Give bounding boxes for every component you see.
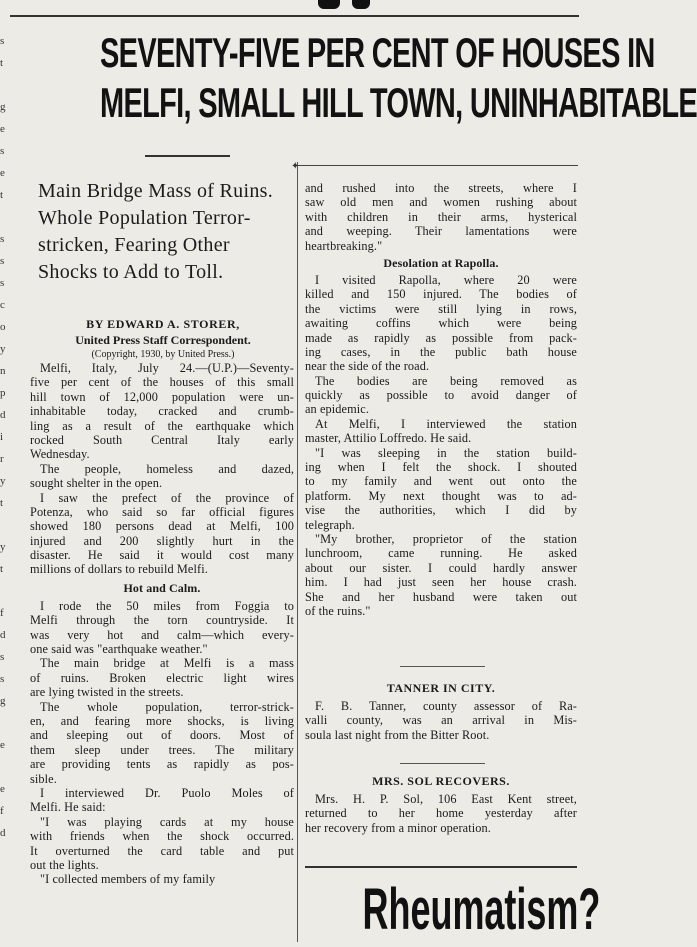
margin-letter: i — [0, 431, 4, 443]
text-line: ing cases, in the public bath house — [305, 344, 577, 359]
text-line: of ruins. Broken electric light wires — [30, 670, 294, 685]
right-column — [305, 181, 577, 618]
text-line: are lying twisted in the streets. — [30, 685, 184, 700]
byline-author: BY EDWARD A. STORER, — [86, 317, 240, 331]
text-line: valli county, was an arrival in Mis- — [305, 713, 577, 728]
text-line: the victims were still lying in rows, — [305, 301, 577, 316]
margin-letter: s — [0, 145, 5, 157]
text-line: "I was sleeping in the station build- — [315, 445, 577, 460]
divider-ornament: ✦ — [291, 161, 300, 172]
text-line: master, Attilio Loffredo. He said. — [305, 431, 472, 446]
deck-line: Whole Population Terror- — [38, 207, 251, 229]
text-line: en, and fearing more shocks, is living — [30, 713, 294, 728]
margin-letter: d — [0, 827, 6, 839]
text-line: about our sister. I could hardly answer — [305, 560, 577, 575]
paragraph — [305, 417, 577, 446]
text-line: It overturned the card table and put — [30, 843, 294, 858]
text-line: Mrs. H. P. Sol, 106 East Kent street, — [315, 792, 577, 806]
margin-letter: o — [0, 321, 6, 333]
text-line: was very hot and calm—which every- — [30, 627, 294, 642]
text-line: and sleeping out of doors. Most of — [30, 728, 294, 743]
text-line: sought shelter in the open. — [30, 476, 163, 491]
text-line: hill town of 12,000 population were un- — [30, 389, 294, 404]
text-line: telegraph. — [305, 517, 355, 532]
byline-title: United Press Staff Correspondent. — [75, 333, 251, 347]
top-rule — [10, 15, 579, 17]
text-line: are providing tents as rapidly as pos- — [30, 757, 294, 772]
byline — [30, 316, 296, 362]
text-line: made as rapidly as possible from pack- — [305, 330, 577, 345]
margin-letter — [0, 756, 10, 778]
margin-letter: g — [0, 695, 6, 707]
text-line: one said was "earthquake weather." — [30, 642, 208, 657]
text-line: injured and 200 slightly hurt in the — [30, 533, 294, 548]
ad-rule — [305, 866, 577, 868]
headline-divider — [145, 155, 230, 157]
text-line: Melfi, Italy, July 24.—(U.P.)—Seventy- — [40, 361, 294, 375]
brief-tanner — [305, 677, 577, 742]
paragraph — [30, 462, 294, 491]
text-line: with friends when the shock occurred. — [30, 829, 294, 844]
text-line: and weeping. Their lamentations were — [305, 224, 577, 239]
prior-article-fragment — [318, 0, 340, 9]
margin-letter: f — [0, 607, 4, 619]
brief-sol — [305, 770, 577, 835]
margin-letter: d — [0, 409, 6, 421]
text-line: an epidemic. — [305, 402, 370, 417]
text-line: millions of dollars to rebuild Melfi. — [30, 562, 208, 577]
margin-letter: r — [0, 453, 4, 465]
text-line: quickly as possible to avoid danger of — [305, 388, 577, 403]
margin-letter: f — [0, 805, 4, 817]
deck-line: Shocks to Add to Toll. — [38, 261, 224, 283]
paragraph — [30, 786, 294, 815]
left-margin-fragments — [0, 30, 10, 930]
brief-divider — [400, 763, 485, 764]
paragraph — [305, 374, 577, 417]
margin-letter: d — [0, 629, 6, 641]
margin-letter — [0, 580, 10, 602]
paragraph — [30, 700, 294, 786]
text-line: "I collected members of my family — [40, 872, 216, 887]
text-line: The main bridge at Melfi is a mass — [40, 656, 294, 671]
text-line: Potenza, who said so far official figures — [30, 504, 294, 519]
margin-letter — [0, 206, 10, 228]
text-line: I interviewed Dr. Puolo Moles of — [40, 785, 294, 800]
paragraph — [30, 599, 294, 657]
text-line: lunchroom, came running. He asked — [305, 546, 577, 561]
paragraph — [30, 815, 294, 873]
text-line: disaster. He said it would cost many — [30, 548, 294, 563]
text-line: saw old men and women rushing about — [305, 195, 577, 210]
text-line: soula last night from the Bitter Root. — [305, 727, 490, 742]
margin-letter: s — [0, 651, 5, 663]
text-line: five per cent of the houses of this small — [30, 375, 294, 390]
text-line: I rode the 50 miles from Foggia to — [40, 598, 294, 613]
paragraph — [30, 656, 294, 699]
brief-headline: MRS. SOL RECOVERS. — [372, 774, 510, 788]
margin-letter: t — [0, 497, 4, 509]
margin-letter: y — [0, 541, 6, 553]
margin-letter: s — [0, 277, 5, 289]
paragraph — [305, 532, 577, 618]
margin-letter: c — [0, 299, 5, 311]
text-line: inhabitable today, cracked and crumb- — [30, 404, 294, 419]
text-line: out the lights. — [30, 857, 99, 872]
prior-article-fragment — [352, 0, 370, 9]
text-line: "My brother, proprietor of the station — [315, 531, 577, 546]
advertisement-headline: Rheumatism? — [362, 877, 601, 942]
margin-letter: s — [0, 233, 5, 245]
subhead-desolation-at-rapolla: Desolation at Rapolla. — [383, 255, 499, 270]
text-line: F. B. Tanner, county assessor of Ra- — [315, 699, 577, 713]
text-line: I saw the prefect of the province of — [40, 490, 294, 505]
margin-letter: s — [0, 673, 5, 685]
byline-copyright: (Copyright, 1930, by United Press.) — [91, 349, 235, 360]
headline-line-2: MELFI, SMALL HILL TOWN, UNINHABITABLE — [100, 79, 697, 126]
text-line: Melfi through the torn countryside. It — [30, 613, 294, 628]
text-line: Melfi. He said: — [30, 800, 106, 815]
margin-letter: n — [0, 365, 6, 377]
text-line: She and her husband were taken out — [305, 589, 577, 604]
paragraph — [30, 872, 294, 886]
margin-letter — [0, 712, 10, 734]
margin-letter: e — [0, 123, 5, 135]
text-line: returned to her home yesterday after — [305, 806, 577, 821]
brief-divider — [400, 666, 485, 667]
margin-letter: e — [0, 783, 5, 795]
text-line: The bodies are being removed as — [315, 373, 577, 388]
brief-body — [305, 699, 577, 742]
margin-letter: y — [0, 475, 6, 487]
paragraph — [305, 181, 577, 253]
top-strip — [0, 0, 589, 14]
deck-line: Main Bridge Mass of Ruins. — [38, 180, 274, 202]
column-divider — [297, 162, 298, 942]
text-line: platform. My next thought was to ad- — [305, 488, 577, 503]
headline-line-1: SEVENTY-FIVE PER CENT OF HOUSES IN — [100, 29, 655, 76]
text-line: "I was playing cards at my house — [40, 814, 294, 829]
text-line: of the ruins." — [305, 603, 371, 618]
brief-body — [305, 792, 577, 835]
paragraph — [30, 491, 294, 577]
text-line: vise the authorities, which I did by — [305, 503, 577, 518]
headline — [100, 28, 697, 128]
margin-letter: s — [0, 35, 5, 47]
text-line: killed and 150 injured. The bodies of — [305, 287, 577, 302]
text-line: with children in their arms, hysterical — [305, 209, 577, 224]
margin-letter: p — [0, 387, 6, 399]
text-line: her recovery from a minor operation. — [305, 820, 491, 835]
left-column — [30, 361, 294, 887]
margin-letter: e — [0, 739, 5, 751]
text-line: The whole population, terror-strick- — [40, 699, 294, 714]
margin-letter — [0, 74, 10, 96]
subhead-hot-and-calm: Hot and Calm. — [123, 580, 201, 595]
text-line: I visited Rapolla, where 20 were — [315, 272, 577, 287]
paragraph — [30, 361, 294, 462]
margin-letter: g — [0, 101, 6, 113]
deck-headline — [38, 178, 296, 286]
margin-letter: e — [0, 167, 5, 179]
text-line: ling as a result of the earthquake which — [30, 418, 294, 433]
text-line: sible. — [30, 771, 57, 786]
margin-letter: t — [0, 563, 4, 575]
text-line: showed 180 persons dead at Melfi, 100 — [30, 519, 294, 534]
text-line: them sleep under trees. The military — [30, 742, 294, 757]
text-line: and rushed into the streets, where I — [305, 181, 577, 195]
paragraph — [305, 446, 577, 532]
text-line: heartbreaking." — [305, 238, 383, 253]
text-line: The people, homeless and dazed, — [40, 461, 294, 476]
margin-letter: s — [0, 255, 5, 267]
margin-letter — [0, 514, 10, 536]
margin-letter: y — [0, 343, 6, 355]
text-line: awaiting coffins which were being — [305, 316, 577, 331]
text-line: At Melfi, I interviewed the station — [315, 416, 577, 431]
text-line: ing when I felt the shock. I shouted — [305, 460, 577, 475]
text-line: rocked South Central Italy early — [30, 432, 294, 447]
text-line: him. I had just seen her house crash. — [305, 575, 577, 590]
column-top-rule — [298, 165, 578, 166]
text-line: Wednesday. — [30, 447, 90, 462]
margin-letter: t — [0, 57, 4, 69]
text-line: near the side of the road. — [305, 359, 430, 374]
brief-headline: TANNER IN CITY. — [386, 681, 496, 695]
text-line: to my family and went out onto the — [305, 474, 577, 489]
deck-line: stricken, Fearing Other — [38, 234, 230, 256]
margin-letter: t — [0, 189, 4, 201]
paragraph — [305, 273, 577, 374]
